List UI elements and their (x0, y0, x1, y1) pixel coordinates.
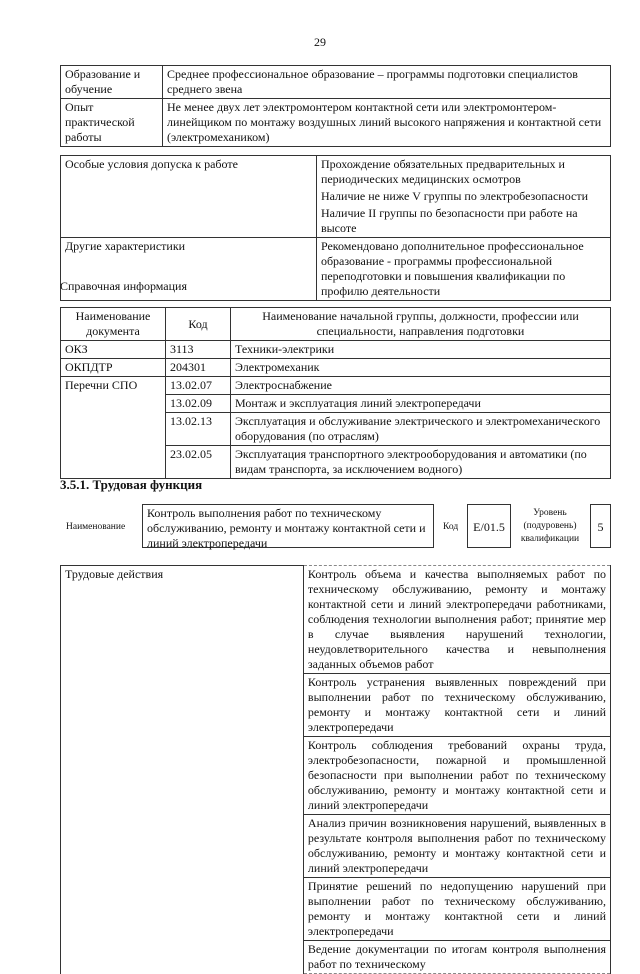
special-condition-item: Прохождение обязательных предварительных и периодических медицинских осмотров (316, 156, 610, 189)
table-row (61, 359, 611, 377)
experience-label: Опыт практической работы (61, 99, 163, 147)
experience-value: Не менее двух лет электромонтером контактной сети или электромонтером-линейщиком по монтажу воздушных линий высокого напряжения и контактной сети (электромехаником) (163, 99, 611, 147)
table-row (61, 566, 611, 674)
function-name-label: Наименование (66, 522, 126, 532)
labor-action-item: Контроль соблюдения требований охраны труда, электробезопасности, пожарной и промышленной безопасности при выполнении работ по техническому обслуживанию, ремонту и монтажу контактной сети и линий электропередачи (303, 737, 610, 815)
reference-heading: Справочная информация (60, 279, 187, 293)
qualification-level-label: Уровень (подуровень) квалификации (520, 508, 580, 544)
name-cell: Эксплуатация транспортного электрооборудования и автоматики (по видам транспорта, за исключением водного) (231, 446, 611, 479)
code-cell: 3113 (166, 341, 231, 359)
education-value: Среднее профессиональное образование – программы подготовки специалистов среднего звена (163, 66, 611, 99)
name-cell: Монтаж и эксплуатация линий электропередачи (231, 395, 611, 413)
function-name-value: Контроль выполнения работ по техническому обслуживанию, ремонту и монтажу контактной сети и линий электропередачи (142, 504, 434, 548)
document-cell: ОКЗ (61, 341, 166, 359)
name-cell: Эксплуатация и обслуживание электрического и электромеханического оборудования (по отраслям) (231, 413, 611, 446)
labor-function-header (60, 504, 611, 550)
name-cell: Электроснабжение (231, 377, 611, 395)
page-number: 29 (314, 35, 326, 49)
document-cell: Перечни СПО (61, 377, 166, 479)
table-row (61, 156, 611, 189)
name-cell: Техники-электрики (231, 341, 611, 359)
labor-actions-table (60, 565, 611, 974)
function-code-value: E/01.5 (467, 504, 511, 548)
special-condition-item: Наличие II группы по безопасности при работе на высоте (316, 205, 610, 238)
column-header: Наименование документа (61, 308, 166, 341)
labor-action-item: Контроль объема и качества выполняемых работ по техническому обслуживанию, ремонту и монтажу контактной сети и линий электропередачи работниками, соблюдения технологии выполнения работ; принятие мер в случае выявления нарушений технологии, неудовлетворительного качества и невыполнения заданных объемов работ (303, 566, 610, 674)
labor-actions-label: Трудовые действия (61, 566, 304, 974)
code-cell: 23.02.05 (166, 446, 231, 479)
table-header-row (61, 308, 611, 341)
reference-table (60, 307, 611, 479)
other-characteristics-label: Другие характеристики (61, 238, 317, 301)
qualification-level-value: 5 (590, 504, 611, 548)
table-row (61, 341, 611, 359)
document-cell: ОКПДТР (61, 359, 166, 377)
education-table (60, 65, 611, 147)
code-cell: 204301 (166, 359, 231, 377)
code-cell: 13.02.07 (166, 377, 231, 395)
name-cell: Электромеханик (231, 359, 611, 377)
labor-action-item: Принятие решений по недопущению нарушений при выполнении работ по техническому обслуживанию, ремонту и монтажу контактной сети и линий электропередачи (303, 878, 610, 941)
column-header: Код (166, 308, 231, 341)
special-conditions-label: Особые условия допуска к работе (61, 156, 317, 238)
labor-action-item: Ведение документации по итогам контроля выполнения работ по техническому (303, 941, 610, 974)
education-label: Образование и обучение (61, 66, 163, 99)
labor-action-item: Анализ причин возникновения нарушений, выявленных в результате контроля выполнения работ по техническому обслуживанию, ремонту и монтажу контактной сети и линий электропередачи (303, 815, 610, 878)
table-row (61, 66, 611, 99)
table-row (61, 377, 611, 395)
code-cell: 13.02.13 (166, 413, 231, 446)
section-title: 3.5.1. Трудовая функция (60, 477, 203, 492)
function-code-label: Код (443, 522, 459, 532)
special-condition-item: Наличие не ниже V группы по электробезопасности (316, 188, 610, 205)
table-row (61, 99, 611, 147)
code-cell: 13.02.09 (166, 395, 231, 413)
column-header: Наименование начальной группы, должности, профессии или специальности, направления подготовки (231, 308, 611, 341)
other-characteristics-value: Рекомендовано дополнительное профессиональное образование - программы профессиональной переподготовки и повышения квалификации по профилю деятельности (316, 238, 610, 301)
labor-action-item: Контроль устранения выявленных повреждений при выполнении работ по техническому обслуживанию, ремонту и монтажу контактной сети и линий электропередачи (303, 674, 610, 737)
